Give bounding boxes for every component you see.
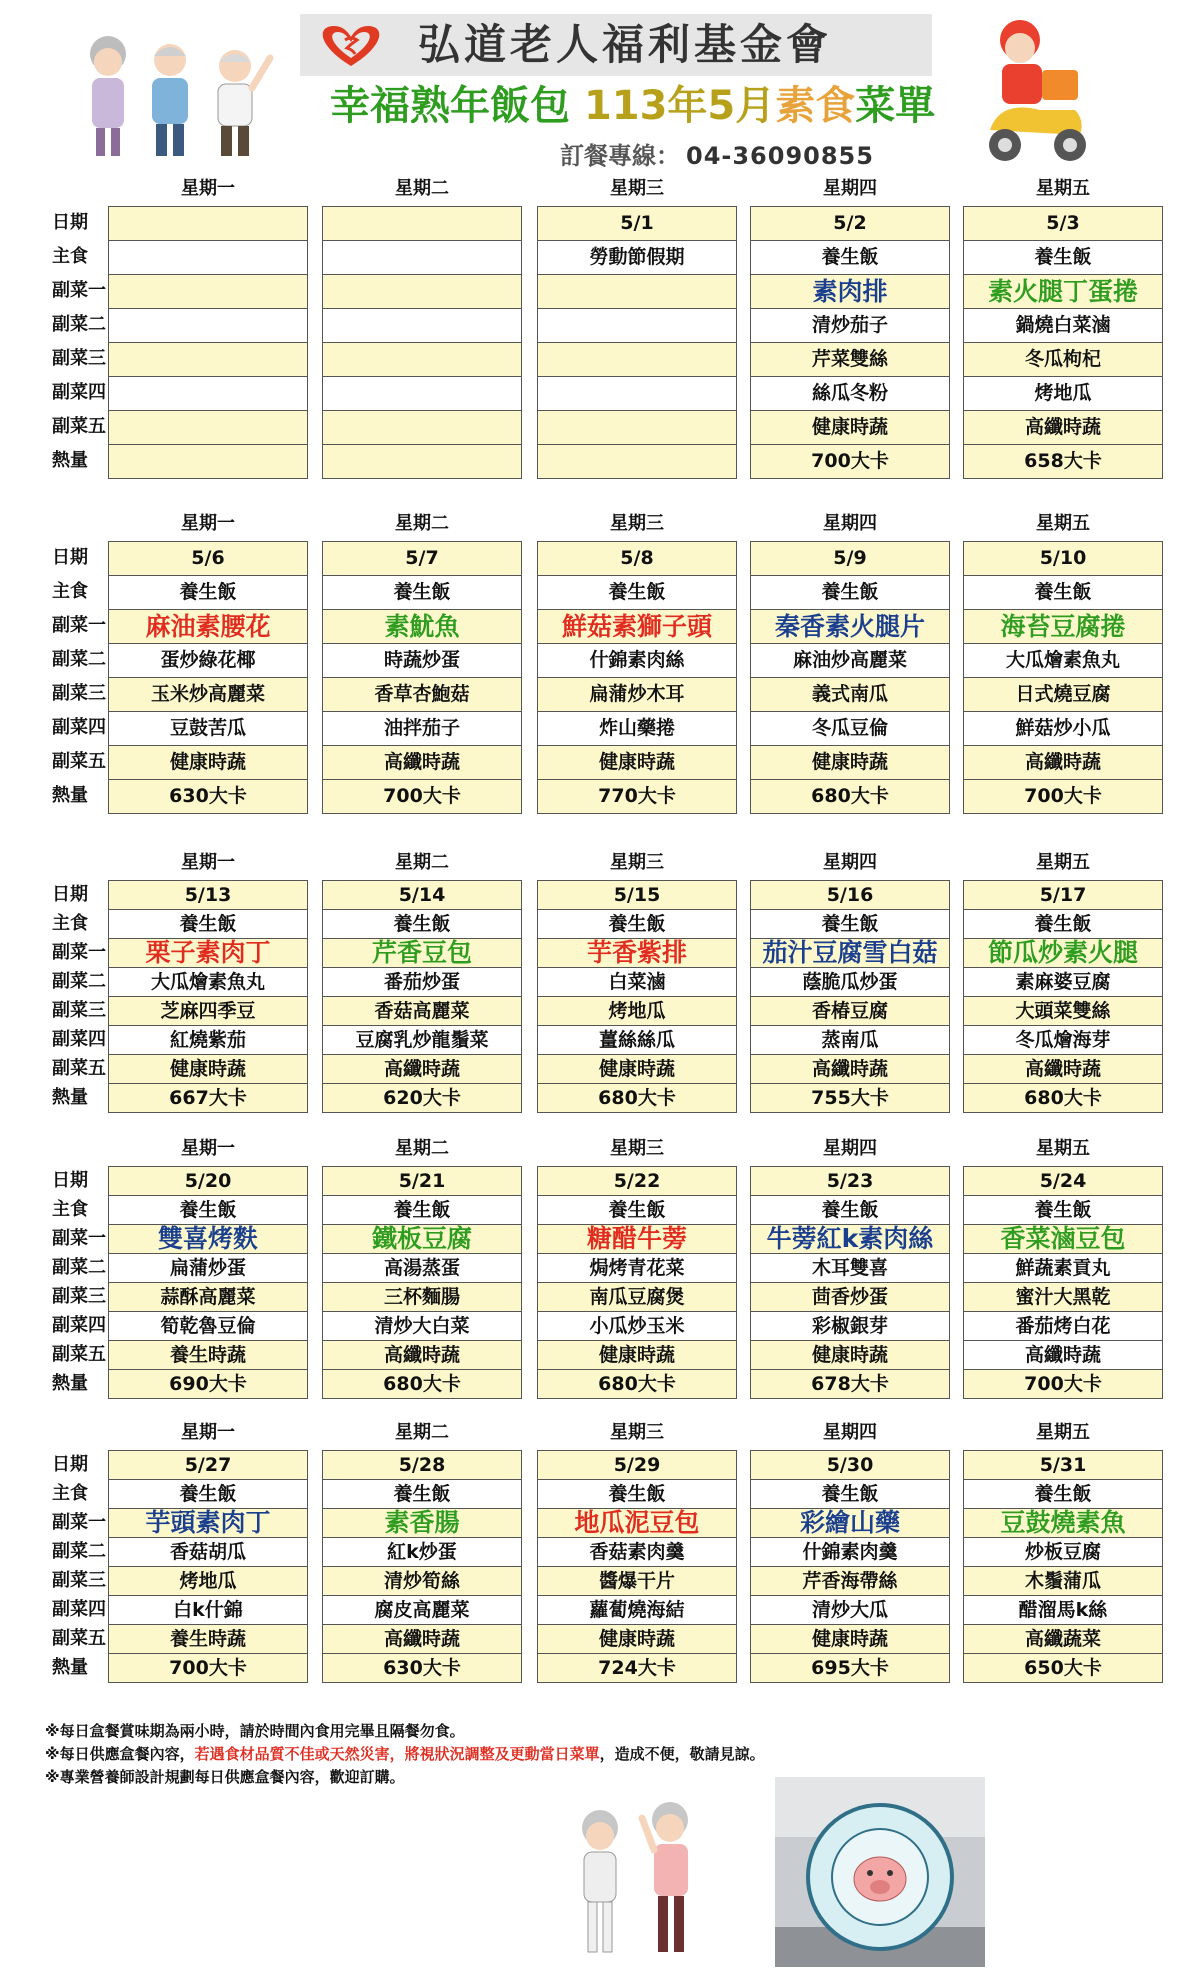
menu-cell-date: 5/13 — [108, 880, 308, 910]
weekday-header: 星期四 — [823, 513, 877, 534]
row-label: 副菜二 — [52, 1541, 106, 1562]
menu-cell-side4: 紅燒紫茄 — [108, 1025, 308, 1055]
menu-cell-staple: 養生飯 — [322, 909, 522, 939]
row-label: 主食 — [52, 913, 88, 934]
menu-cell-calories: 630大卡 — [108, 779, 308, 814]
weekday-header: 星期一 — [181, 178, 235, 199]
weekday-header: 星期一 — [181, 513, 235, 534]
menu-cell-calories: 700大卡 — [963, 1369, 1163, 1399]
menu-cell-side5: 健康時蔬 — [108, 1054, 308, 1084]
main-dish-cell: 地瓜泥豆包 — [537, 1508, 737, 1538]
menu-cell-date: 5/9 — [750, 541, 950, 576]
menu-cell-staple: 養生飯 — [537, 575, 737, 610]
elderly-people-illustration — [70, 18, 280, 163]
menu-cell-side5: 健康時蔬 — [537, 1340, 737, 1370]
menu-cell-date: 5/17 — [963, 880, 1163, 910]
weekday-header: 星期四 — [823, 852, 877, 873]
menu-cell-calories — [322, 444, 522, 479]
menu-cell-side4 — [322, 376, 522, 411]
menu-cell-side4: 炸山藥捲 — [537, 711, 737, 746]
elderly-women-illustration — [550, 1788, 730, 1968]
menu-cell-staple: 養生飯 — [750, 240, 950, 275]
row-label: 副菜三 — [52, 348, 106, 369]
main-dish-cell: 雙喜烤麩 — [108, 1224, 308, 1254]
menu-cell-date: 5/30 — [750, 1450, 950, 1480]
main-dish-cell: 茄汁豆腐雪白菇 — [750, 938, 950, 968]
menu-cell-side4: 清炒大白菜 — [322, 1311, 522, 1341]
menu-cell-staple: 養生飯 — [963, 1195, 1163, 1225]
row-label: 主食 — [52, 1199, 88, 1220]
menu-title — [330, 78, 935, 134]
menu-cell-date — [108, 206, 308, 241]
menu-cell-side5: 健康時蔬 — [537, 745, 737, 780]
menu-cell-staple — [322, 240, 522, 275]
menu-cell-side5: 健康時蔬 — [750, 1624, 950, 1654]
menu-cell-side2 — [322, 308, 522, 343]
menu-cell-side3: 三杯麵腸 — [322, 1282, 522, 1312]
menu-cell-side3: 蒜酥高麗菜 — [108, 1282, 308, 1312]
menu-cell-date: 5/6 — [108, 541, 308, 576]
menu-cell-staple: 養生飯 — [322, 575, 522, 610]
main-dish-cell: 栗子素肉丁 — [108, 938, 308, 968]
menu-cell-side4: 筍乾魯豆倫 — [108, 1311, 308, 1341]
menu-cell-staple: 勞動節假期 — [537, 240, 737, 275]
menu-cell-side4: 清炒大瓜 — [750, 1595, 950, 1625]
menu-cell-side2: 蔭脆瓜炒蛋 — [750, 967, 950, 997]
row-label: 副菜二 — [52, 971, 106, 992]
row-label: 日期 — [52, 884, 88, 905]
menu-cell-calories: 680大卡 — [537, 1083, 737, 1113]
menu-cell-side2: 焗烤青花菜 — [537, 1253, 737, 1283]
menu-cell-date: 5/8 — [537, 541, 737, 576]
menu-cell-side2: 番茄炒蛋 — [322, 967, 522, 997]
row-label: 副菜五 — [52, 1058, 106, 1079]
row-label: 副菜一 — [52, 615, 106, 636]
menu-cell-calories: 630大卡 — [322, 1653, 522, 1683]
hotline-number: 04-36090855 — [686, 142, 874, 170]
menu-cell-side4 — [108, 376, 308, 411]
menu-cell-side5: 養生時蔬 — [108, 1624, 308, 1654]
row-label: 熱量 — [52, 1657, 88, 1678]
menu-cell-side5 — [108, 410, 308, 445]
menu-cell-side4: 番茄烤白花 — [963, 1311, 1163, 1341]
menu-cell-date: 5/15 — [537, 880, 737, 910]
menu-cell-side4: 白k什錦 — [108, 1595, 308, 1625]
delivery-scooter-illustration — [980, 10, 1090, 170]
menu-cell-calories: 658大卡 — [963, 444, 1163, 479]
title-veg: 素食 — [775, 83, 856, 129]
menu-cell-side3: 香椿豆腐 — [750, 996, 950, 1026]
weekday-header: 星期四 — [823, 178, 877, 199]
weekday-header: 星期三 — [610, 1138, 664, 1159]
menu-cell-calories: 700大卡 — [750, 444, 950, 479]
menu-cell-staple: 養生飯 — [537, 1195, 737, 1225]
menu-cell-side2: 麻油炒高麗菜 — [750, 643, 950, 678]
menu-cell-staple: 養生飯 — [750, 575, 950, 610]
menu-cell-side2: 時蔬炒蛋 — [322, 643, 522, 678]
main-dish-cell: 麻油素腰花 — [108, 609, 308, 644]
menu-cell-side2: 什錦素肉羹 — [750, 1537, 950, 1567]
menu-cell-side3: 日式燒豆腐 — [963, 677, 1163, 712]
row-label: 副菜一 — [52, 1512, 106, 1533]
menu-cell-side4 — [537, 376, 737, 411]
menu-cell-staple: 養生飯 — [963, 240, 1163, 275]
menu-cell-side3 — [108, 342, 308, 377]
main-dish-cell: 素魷魚 — [322, 609, 522, 644]
row-label: 副菜三 — [52, 1000, 106, 1021]
menu-cell-side4: 鮮菇炒小瓜 — [963, 711, 1163, 746]
menu-cell-staple: 養生飯 — [537, 909, 737, 939]
main-dish-cell: 香菜滷豆包 — [963, 1224, 1163, 1254]
menu-cell-staple: 養生飯 — [322, 1479, 522, 1509]
note-text: ，造成不便，敬請見諒。 — [599, 1745, 765, 1763]
menu-cell-side5: 高纖蔬菜 — [963, 1624, 1163, 1654]
menu-cell-date: 5/20 — [108, 1166, 308, 1196]
menu-cell-side4: 豆鼓苦瓜 — [108, 711, 308, 746]
row-label: 副菜三 — [52, 1570, 106, 1591]
row-label: 副菜四 — [52, 1599, 106, 1620]
menu-cell-date: 5/10 — [963, 541, 1163, 576]
menu-cell-side4: 油拌茄子 — [322, 711, 522, 746]
title-text: 幸福熟年飯包 — [330, 83, 584, 129]
menu-cell-side3: 木鬚蒲瓜 — [963, 1566, 1163, 1596]
menu-cell-calories: 700大卡 — [963, 779, 1163, 814]
menu-cell-side4: 冬瓜燴海芽 — [963, 1025, 1163, 1055]
menu-cell-side3: 南瓜豆腐煲 — [537, 1282, 737, 1312]
row-label: 日期 — [52, 1170, 88, 1191]
weekday-header: 星期二 — [395, 852, 449, 873]
menu-cell-side3: 香菇高麗菜 — [322, 996, 522, 1026]
row-label: 副菜四 — [52, 382, 106, 403]
menu-cell-calories: 667大卡 — [108, 1083, 308, 1113]
weekday-header: 星期二 — [395, 1422, 449, 1443]
row-label: 主食 — [52, 1483, 88, 1504]
main-dish-cell: 芹香豆包 — [322, 938, 522, 968]
seal-image — [775, 1777, 985, 1967]
menu-cell-side2: 素麻婆豆腐 — [963, 967, 1163, 997]
menu-cell-side5: 高纖時蔬 — [963, 1340, 1163, 1370]
menu-cell-side4: 腐皮高麗菜 — [322, 1595, 522, 1625]
main-dish-cell: 素火腿丁蛋捲 — [963, 274, 1163, 309]
menu-cell-side5 — [537, 410, 737, 445]
menu-cell-side3: 清炒筍絲 — [322, 1566, 522, 1596]
weekday-header: 星期三 — [610, 1422, 664, 1443]
menu-cell-staple: 養生飯 — [322, 1195, 522, 1225]
menu-cell-side2: 清炒茄子 — [750, 308, 950, 343]
menu-cell-side2: 香菇素肉羹 — [537, 1537, 737, 1567]
main-dish-cell — [108, 274, 308, 309]
weekday-header: 星期五 — [1036, 852, 1090, 873]
menu-cell-date: 5/22 — [537, 1166, 737, 1196]
menu-cell-staple: 養生飯 — [108, 1479, 308, 1509]
menu-cell-side5: 健康時蔬 — [750, 745, 950, 780]
weekday-header: 星期三 — [610, 178, 664, 199]
menu-cell-date: 5/24 — [963, 1166, 1163, 1196]
note-text: ※每日供應盒餐內容， — [45, 1745, 195, 1763]
menu-cell-side3: 冬瓜枸杞 — [963, 342, 1163, 377]
weekday-header: 星期一 — [181, 852, 235, 873]
menu-cell-side2: 香菇胡瓜 — [108, 1537, 308, 1567]
menu-cell-side3: 芹菜雙絲 — [750, 342, 950, 377]
menu-cell-side4: 薑絲絲瓜 — [537, 1025, 737, 1055]
menu-cell-calories: 700大卡 — [322, 779, 522, 814]
menu-cell-side3: 茴香炒蛋 — [750, 1282, 950, 1312]
weekday-header: 星期一 — [181, 1422, 235, 1443]
menu-cell-side2: 鍋燒白菜滷 — [963, 308, 1163, 343]
menu-cell-side5: 高纖時蔬 — [322, 745, 522, 780]
menu-cell-side2: 大瓜燴素魚丸 — [963, 643, 1163, 678]
menu-cell-calories: 700大卡 — [108, 1653, 308, 1683]
menu-cell-calories: 690大卡 — [108, 1369, 308, 1399]
menu-cell-side4: 絲瓜冬粉 — [750, 376, 950, 411]
note-menu-changes — [45, 1743, 985, 1766]
menu-cell-side3: 醬爆干片 — [537, 1566, 737, 1596]
menu-cell-side4: 醋溜馬k絲 — [963, 1595, 1163, 1625]
weekday-header: 星期三 — [610, 513, 664, 534]
row-label: 副菜一 — [52, 280, 106, 301]
menu-cell-date: 5/7 — [322, 541, 522, 576]
menu-cell-date: 5/16 — [750, 880, 950, 910]
menu-cell-side2: 高湯蒸蛋 — [322, 1253, 522, 1283]
menu-cell-side5: 健康時蔬 — [750, 1340, 950, 1370]
weekday-header: 星期五 — [1036, 1138, 1090, 1159]
menu-cell-staple: 養生飯 — [108, 575, 308, 610]
row-label: 日期 — [52, 547, 88, 568]
menu-cell-side3: 香草杏鮑菇 — [322, 677, 522, 712]
menu-cell-date: 5/2 — [750, 206, 950, 241]
menu-cell-staple: 養生飯 — [750, 1479, 950, 1509]
menu-cell-side5: 健康時蔬 — [537, 1624, 737, 1654]
menu-cell-side5: 高纖時蔬 — [750, 1054, 950, 1084]
hotline-label: 訂餐專線： — [560, 142, 680, 170]
menu-cell-side3: 扁蒲炒木耳 — [537, 677, 737, 712]
row-label: 副菜二 — [52, 649, 106, 670]
menu-cell-side2: 蛋炒綠花椰 — [108, 643, 308, 678]
main-dish-cell: 鐵板豆腐 — [322, 1224, 522, 1254]
menu-cell-side2: 紅k炒蛋 — [322, 1537, 522, 1567]
menu-cell-side3: 玉米炒高麗菜 — [108, 677, 308, 712]
row-label: 副菜五 — [52, 751, 106, 772]
note-nutritionist: ※專業營養師設計規劃每日供應盒餐內容，歡迎訂購。 — [45, 1768, 405, 1786]
menu-cell-staple: 養生飯 — [750, 909, 950, 939]
menu-cell-calories: 695大卡 — [750, 1653, 950, 1683]
menu-cell-calories: 678大卡 — [750, 1369, 950, 1399]
menu-cell-side3: 烤地瓜 — [537, 996, 737, 1026]
menu-cell-side5: 高纖時蔬 — [963, 410, 1163, 445]
menu-cell-side3: 大頭菜雙絲 — [963, 996, 1163, 1026]
row-label: 副菜四 — [52, 1315, 106, 1336]
pork-origin-seal-photo — [775, 1777, 985, 1967]
menu-cell-calories: 620大卡 — [322, 1083, 522, 1113]
row-label: 副菜三 — [52, 1286, 106, 1307]
menu-cell-side3: 烤地瓜 — [108, 1566, 308, 1596]
menu-cell-side4: 彩椒銀芽 — [750, 1311, 950, 1341]
menu-cell-side2: 白菜滷 — [537, 967, 737, 997]
row-label: 日期 — [52, 1454, 88, 1475]
main-dish-cell — [322, 274, 522, 309]
row-label: 熱量 — [52, 785, 88, 806]
menu-cell-side3: 芹香海帶絲 — [750, 1566, 950, 1596]
weekday-header: 星期五 — [1036, 178, 1090, 199]
menu-cell-staple: 養生飯 — [963, 909, 1163, 939]
menu-cell-side4: 豆腐乳炒龍鬚菜 — [322, 1025, 522, 1055]
menu-cell-date: 5/1 — [537, 206, 737, 241]
foundation-logo-icon — [310, 20, 392, 70]
menu-cell-calories — [537, 444, 737, 479]
weekday-header: 星期一 — [181, 1138, 235, 1159]
row-label: 副菜四 — [52, 1029, 106, 1050]
main-dish-cell: 牛蒡紅k素肉絲 — [750, 1224, 950, 1254]
row-label: 熱量 — [52, 1373, 88, 1394]
menu-cell-side5: 高纖時蔬 — [322, 1340, 522, 1370]
menu-cell-staple: 養生飯 — [537, 1479, 737, 1509]
weekday-header: 星期五 — [1036, 1422, 1090, 1443]
menu-cell-side3 — [537, 342, 737, 377]
main-dish-cell: 彩繪山藥 — [750, 1508, 950, 1538]
main-dish-cell: 素香腸 — [322, 1508, 522, 1538]
row-label: 副菜五 — [52, 1344, 106, 1365]
menu-cell-side5: 高纖時蔬 — [963, 745, 1163, 780]
row-label: 主食 — [52, 581, 88, 602]
menu-cell-side5: 健康時蔬 — [537, 1054, 737, 1084]
menu-cell-date: 5/23 — [750, 1166, 950, 1196]
menu-cell-side5: 高纖時蔬 — [322, 1054, 522, 1084]
row-label: 熱量 — [52, 1087, 88, 1108]
menu-cell-side5: 健康時蔬 — [108, 745, 308, 780]
row-label: 副菜二 — [52, 314, 106, 335]
menu-cell-side5: 健康時蔬 — [750, 410, 950, 445]
menu-cell-side4: 烤地瓜 — [963, 376, 1163, 411]
hotline — [560, 138, 874, 174]
menu-cell-calories: 770大卡 — [537, 779, 737, 814]
weekday-header: 星期二 — [395, 1138, 449, 1159]
menu-cell-staple — [108, 240, 308, 275]
menu-cell-date: 5/14 — [322, 880, 522, 910]
title-menu: 菜單 — [855, 83, 936, 129]
menu-cell-side4: 蘿蔔燒海結 — [537, 1595, 737, 1625]
main-dish-cell: 鮮菇素獅子頭 — [537, 609, 737, 644]
menu-cell-calories: 680大卡 — [963, 1083, 1163, 1113]
menu-cell-side2 — [108, 308, 308, 343]
menu-cell-side2: 鮮蔬素貢丸 — [963, 1253, 1163, 1283]
menu-cell-side3: 義式南瓜 — [750, 677, 950, 712]
menu-cell-staple: 養生飯 — [750, 1195, 950, 1225]
menu-cell-calories: 724大卡 — [537, 1653, 737, 1683]
menu-cell-calories: 680大卡 — [750, 779, 950, 814]
main-dish-cell: 芋香紫排 — [537, 938, 737, 968]
row-label: 副菜五 — [52, 416, 106, 437]
menu-cell-side4: 蒸南瓜 — [750, 1025, 950, 1055]
weekday-header: 星期四 — [823, 1138, 877, 1159]
menu-cell-side3: 芝麻四季豆 — [108, 996, 308, 1026]
menu-cell-staple: 養生飯 — [108, 909, 308, 939]
menu-cell-date — [322, 206, 522, 241]
menu-cell-staple: 養生飯 — [963, 575, 1163, 610]
row-label: 熱量 — [52, 450, 88, 471]
menu-cell-calories: 650大卡 — [963, 1653, 1163, 1683]
row-label: 副菜三 — [52, 683, 106, 704]
row-label: 副菜一 — [52, 942, 106, 963]
menu-cell-side2: 大瓜燴素魚丸 — [108, 967, 308, 997]
menu-cell-date: 5/28 — [322, 1450, 522, 1480]
menu-cell-side5: 養生時蔬 — [108, 1340, 308, 1370]
org-banner — [300, 14, 932, 76]
menu-cell-side2: 什錦素肉絲 — [537, 643, 737, 678]
title-month: 113年5月 — [583, 83, 776, 129]
menu-cell-date: 5/3 — [963, 206, 1163, 241]
row-label: 日期 — [52, 212, 88, 233]
main-dish-cell: 節瓜炒素火腿 — [963, 938, 1163, 968]
menu-cell-date: 5/21 — [322, 1166, 522, 1196]
menu-cell-calories: 680大卡 — [537, 1369, 737, 1399]
main-dish-cell: 糖醋牛蒡 — [537, 1224, 737, 1254]
row-label: 主食 — [52, 246, 88, 267]
menu-cell-side4: 冬瓜豆倫 — [750, 711, 950, 746]
weekday-header: 星期三 — [610, 852, 664, 873]
menu-cell-date: 5/27 — [108, 1450, 308, 1480]
weekday-header: 星期四 — [823, 1422, 877, 1443]
menu-cell-calories — [108, 444, 308, 479]
row-label: 副菜五 — [52, 1628, 106, 1649]
weekday-header: 星期二 — [395, 178, 449, 199]
note-shelf-life: ※每日盒餐賞味期為兩小時，請於時間內食用完畢且隔餐勿食。 — [45, 1722, 465, 1740]
main-dish-cell: 海苔豆腐捲 — [963, 609, 1163, 644]
row-label: 副菜一 — [52, 1228, 106, 1249]
main-dish-cell: 秦香素火腿片 — [750, 609, 950, 644]
row-label: 副菜四 — [52, 717, 106, 738]
menu-cell-side2 — [537, 308, 737, 343]
menu-cell-side3 — [322, 342, 522, 377]
note-warning: 若遇食材品質不佳或天然災害，將視狀況調整及更動當日菜單 — [194, 1745, 600, 1763]
menu-cell-date: 5/29 — [537, 1450, 737, 1480]
weekday-header: 星期五 — [1036, 513, 1090, 534]
main-dish-cell: 豆鼓燒素魚 — [963, 1508, 1163, 1538]
main-dish-cell: 素肉排 — [750, 274, 950, 309]
menu-cell-side2: 木耳雙喜 — [750, 1253, 950, 1283]
menu-cell-staple: 養生飯 — [963, 1479, 1163, 1509]
menu-cell-side2: 扁蒲炒蛋 — [108, 1253, 308, 1283]
main-dish-cell — [537, 274, 737, 309]
main-dish-cell: 芋頭素肉丁 — [108, 1508, 308, 1538]
menu-cell-staple: 養生飯 — [108, 1195, 308, 1225]
menu-cell-side5 — [322, 410, 522, 445]
menu-cell-side5: 高纖時蔬 — [322, 1624, 522, 1654]
menu-cell-side2: 炒板豆腐 — [963, 1537, 1163, 1567]
menu-cell-calories: 680大卡 — [322, 1369, 522, 1399]
weekday-header: 星期二 — [395, 513, 449, 534]
menu-cell-side4: 小瓜炒玉米 — [537, 1311, 737, 1341]
menu-cell-calories: 755大卡 — [750, 1083, 950, 1113]
menu-cell-side3: 蜜汁大黑乾 — [963, 1282, 1163, 1312]
menu-cell-date: 5/31 — [963, 1450, 1163, 1480]
row-label: 副菜二 — [52, 1257, 106, 1278]
menu-cell-side5: 高纖時蔬 — [963, 1054, 1163, 1084]
org-name: 弘道老人福利基金會 — [418, 20, 833, 69]
